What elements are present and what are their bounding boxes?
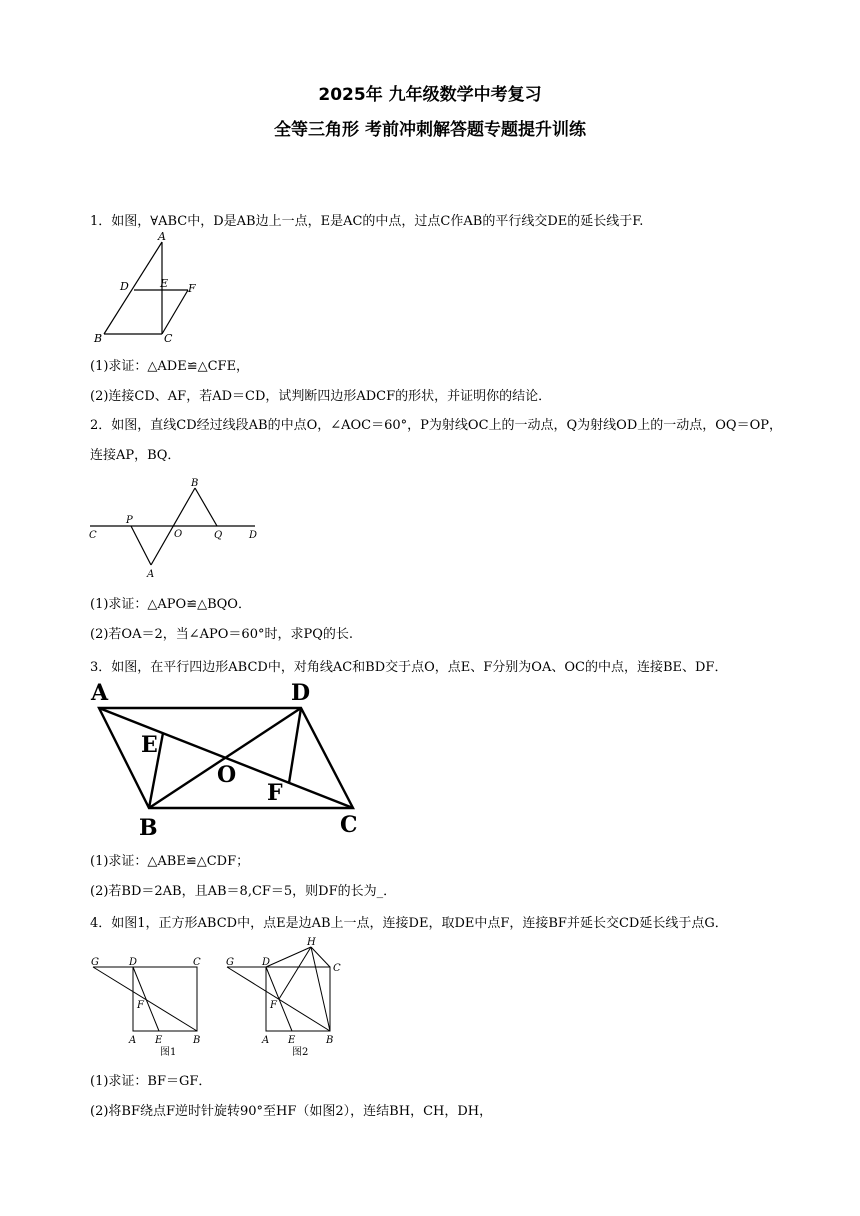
- q3-label-o: O: [217, 762, 237, 788]
- q4-fig1-label-d: D: [129, 957, 138, 968]
- q1-label-a: A: [158, 230, 166, 243]
- q4-fig1-label-g: G: [91, 957, 99, 968]
- q4-fig2-line-bh: [311, 947, 330, 1031]
- q4-fig1-caption: 图1: [160, 1047, 177, 1058]
- q3-label-d: D: [291, 680, 311, 706]
- q2-stem-line1: 2．如图，直线CD经过线段AB的中点O，∠AOC＝60°，P为射线OC上的一动点，Q为射线OD上的一动点，OQ＝OP，: [90, 418, 782, 433]
- q2-label-o: O: [174, 529, 183, 540]
- q2-part2: (2)若OA＝2，当∠APO＝60°时，求PQ的长.: [90, 627, 353, 642]
- q3-label-f: F: [267, 780, 283, 806]
- q1-label-b: B: [94, 332, 103, 345]
- q2-label-a: A: [147, 569, 155, 580]
- q3-label-c: C: [340, 812, 358, 838]
- q4-fig2-label-a: A: [262, 1035, 270, 1046]
- q4-part2: (2)将BF绕点F逆时针旋转90°至HF（如图2），连结BH，CH，DH，: [90, 1104, 493, 1119]
- q4-fig1-label-b: B: [193, 1035, 201, 1046]
- q4-fig2-label-b: B: [326, 1035, 334, 1046]
- q4-fig2-label-e: E: [288, 1035, 296, 1046]
- q4-fig2-line-ch: [311, 947, 330, 967]
- q4-fig2-label-h: H: [307, 937, 316, 948]
- q1-line-ab: [104, 242, 162, 334]
- q3-line-df: [289, 708, 301, 783]
- q3-label-a: A: [91, 680, 109, 706]
- q1-label-d: D: [120, 280, 129, 293]
- q4-stem: 4．如图1，正方形ABCD中，点E是边AB上一点，连接DE，取DE中点F，连接BF并延长交CD延长线于点G．: [90, 916, 728, 931]
- q4-figure1: [93, 967, 197, 1031]
- q4-fig2-label-d: D: [262, 957, 271, 968]
- q2-part1: (1)求证：△APO≌△BQO．: [90, 597, 251, 612]
- q2-label-c: C: [89, 530, 97, 541]
- q4-fig1-label-f: F: [137, 1000, 144, 1011]
- q4-fig2-line-fh: [279, 947, 311, 999]
- q4-fig2-label-c: C: [333, 963, 341, 974]
- q2-line-bq: [195, 488, 217, 526]
- q1-label-e: E: [160, 277, 169, 290]
- q2-label-b: B: [191, 478, 199, 489]
- q1-part2: (2)连接CD、AF，若AD＝CD，试判断四边形ADCF的形状，并证明你的结论．: [90, 389, 552, 404]
- q2-label-q: Q: [214, 530, 223, 541]
- q3-part2: (2)若BD＝2AB，且AB＝8,CF＝5，则DF的长为_．: [90, 884, 397, 899]
- q4-fig2-square: [266, 967, 330, 1031]
- q2-label-p: P: [126, 515, 133, 526]
- q4-fig1-label-a: A: [129, 1035, 137, 1046]
- q2-figure: [85, 475, 265, 580]
- q3-figure: [85, 680, 365, 840]
- doc-subtitle: 全等三角形 考前冲刺解答题专题提升训练: [274, 120, 586, 140]
- q4-fig1-line-gb: [93, 967, 197, 1031]
- q1-stem: 1．如图，∀ABC中，D是AB边上一点，E是AC的中点，过点C作AB的平行线交DE的延长线于F.: [90, 214, 644, 229]
- q2-stem-line2: 连接AP，BQ．: [90, 448, 181, 463]
- q2-line-ap: [131, 526, 151, 565]
- q3-part1: (1)求证：△ABE≌△CDF；: [90, 854, 250, 869]
- q4-fig2-line-dh: [266, 947, 311, 967]
- q3-label-e: E: [141, 732, 158, 758]
- doc-title: 2025年 九年级数学中考复习: [318, 85, 542, 105]
- q4-fig2-caption: 图2: [292, 1047, 309, 1058]
- q4-figures: [85, 935, 355, 1060]
- q2-label-d: D: [249, 530, 258, 541]
- q1-figure: [90, 230, 210, 345]
- q4-fig2-label-f: F: [270, 1000, 277, 1011]
- q4-fig1-label-c: C: [193, 957, 201, 968]
- q4-fig1-square: [133, 967, 197, 1031]
- q1-label-c: C: [164, 332, 173, 345]
- q1-line-cf: [162, 290, 188, 334]
- q1-label-f: F: [188, 282, 196, 295]
- q4-fig1-label-e: E: [155, 1035, 163, 1046]
- q4-fig1-line-de: [133, 967, 159, 1031]
- q3-stem: 3．如图，在平行四边形ABCD中，对角线AC和BD交于点O，点E、F分别为OA、OC的中点，连接BE、DF．: [90, 660, 728, 675]
- q1-part1: (1)求证：△ADE≌△CFE，: [90, 359, 250, 374]
- q4-part1: (1)求证：BF＝GF．: [90, 1074, 212, 1089]
- q4-fig2-label-g: G: [226, 957, 234, 968]
- q4-figure2: [227, 947, 330, 1031]
- q3-label-b: B: [139, 815, 158, 840]
